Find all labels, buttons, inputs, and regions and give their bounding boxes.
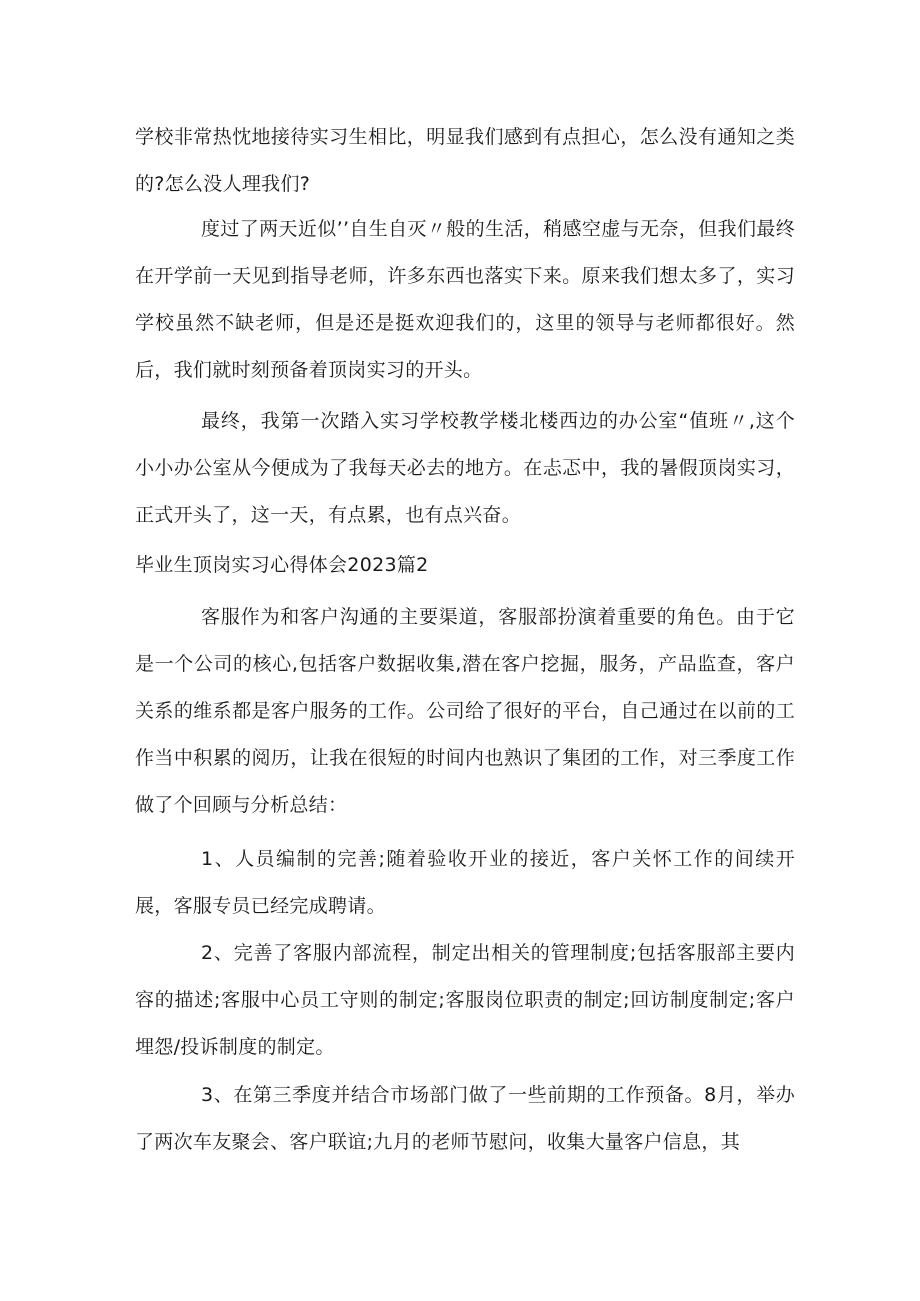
paragraph-1: 学校非常热忱地接待实习生相比，明显我们感到有点担心，怎么没有通知之类的?怎么没人理我们? (135, 126, 795, 195)
section-paragraph-1: 客服作为和客户沟通的主要渠道，客服部扮演着重要的角色。由于它是一个公司的核心,包括客户数据收集,潜在客户挖掘，服务，产品监查，客户关系的维系都是客户服务的工作。公司给了很好的平台，自己通过在以前的工作当中积累的阅历，让我在很短的时间内也熟识了集团的工作，对三季度工作做了个回顾与分析总结： (135, 606, 795, 816)
section-title: 毕业生顶岗实习心得体会2023篇2 (135, 554, 429, 576)
paragraph-2: 度过了两天近似’’自生自灭〃般的生活，稍感空虚与无奈，但我们最终在开学前一天见到指导老师，许多东西也落实下来。原来我们想太多了，实习学校虽然不缺老师，但是还是挺欢迎我们的，这里的领导与老师都很好。然后，我们就时刻预备着顶岗实习的开头。 (135, 218, 795, 381)
section-paragraph-3: 2、完善了客服内部流程，制定出相关的管理制度;包括客服部主要内容的描述;客服中心员工守则的制定;客服岗位职责的制定;回访制度制定;客户埋怨/投诉制度的制定。 (135, 942, 795, 1058)
section-paragraph-2: 1、人员编制的完善;随着验收开业的接近，客户关怀工作的间续开展，客服专员已经完成聘请。 (135, 848, 795, 917)
paragraph-3: 最终，我第一次踏入实习学校教学楼北楼西边的办公室“值班〃,这个小小办公室从今便成为了我每天必去的地方。在忐忑中，我的暑假顶岗实习，正式开头了，这一天，有点累，也有点兴奋。 (135, 410, 795, 526)
section-paragraph-4: 3、在第三季度并结合市场部门做了一些前期的工作预备。8月，举办了两次车友聚会、客户联谊;九月的老师节慰问，收集大量客户信息，其 (135, 1084, 795, 1153)
